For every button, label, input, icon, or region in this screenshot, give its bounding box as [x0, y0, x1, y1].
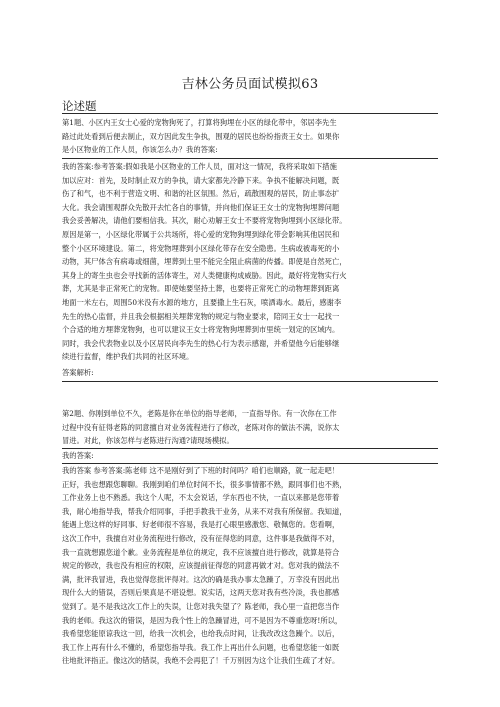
- answer-1-line: 我的答案:参考答案:假如我是小区物业的工作人员，面对这一情况，我将采取如下措施: [62, 162, 337, 171]
- question-2-my-answer-label: 我的答案:: [62, 451, 94, 460]
- answer-2-line: 我，耐心地指导我，帮我介绍同事，手把手教我干业务，从来不对我有所保留。我知道，: [62, 506, 347, 516]
- answer-2-line: 我的老师。我这次的错误，是因为我个性上的急躁冒进，可不是因为不尊重您呀!所以，: [62, 615, 343, 625]
- answer-1-line: 续进行监督，维护我们共同的社区环境。: [62, 352, 194, 362]
- question-1-divider: [62, 158, 438, 159]
- question-2-divider: [62, 448, 438, 449]
- answer-1-line: 先生的热心监督，并且我会根据相关埋葬宠物的规定与物业要求，陪同王女士一起找一: [62, 311, 340, 321]
- answer-1-line: 伤了和气，也不利于营造文明、和谐的社区氛围。然后，疏散围观的居民，防止事态扩: [62, 189, 340, 199]
- question-1-line: 路过此处看到后便去制止，双方因此发生争执，围观的居民也纷纷指责王女士。如果你: [62, 131, 340, 141]
- question-1-text: [62, 116, 438, 157]
- answer-2-line: 我希望您能原谅我这一回，给我一次机会，也给我点时间，让我改改这急躁个。以后，: [62, 629, 340, 639]
- answer-1-line: 原因是第一，小区绿化带属于公共场所，将心爱的宠物狗埋到绿化带会影响其他居民和: [62, 229, 340, 239]
- section-heading: 论述题: [62, 99, 97, 113]
- question-1-answer: [62, 160, 438, 364]
- answer-1-line: 其身上的寄生虫也会寻找新的活体寄生，对人类健康构成威胁。因此，最好将宠物实行火: [62, 270, 347, 280]
- question-2-text: [62, 407, 438, 448]
- answer-2-line: 满，批评我冒进，我也觉得您批评得对。这次的确是我办事太急躁了，万幸没有因此出: [62, 574, 340, 584]
- answer-2-line: 这次工作中，我擅自对业务流程进行修改，没有征得您的同意，这件事是我做得不对，: [62, 533, 340, 543]
- answer-1-line: 个合适的地方埋葬宠物狗，也可以建议王女士将宠物狗埋葬到市里统一划定的区域内。: [62, 325, 340, 335]
- answer-1-line: 大化。我会请围观群众先散开去忙各自的事情，并向他们保证王女士的宠物狗埋葬问题: [62, 202, 340, 212]
- question-2-line: 冒进。对此，你该怎样与老陈进行沟通?请现场模拟。: [62, 436, 234, 446]
- answer-1-line: 我会妥善解决，请他们要相信我。其次，耐心劝解王女士不要将宠物狗埋到小区绿化带。: [62, 216, 347, 226]
- section-divider: [62, 113, 438, 114]
- question-1-analysis-label: 答案解析:: [62, 368, 94, 377]
- answer-2-line: 能遇上您这样的好同事、好老师很不容易，我是打心眼里感激您、敬佩您的。您看啊，: [62, 520, 340, 530]
- answer-1-line: 加以应对：首先，及时制止双方的争执，请大家都先冷静下来。争执不能解决问题，既: [62, 175, 340, 185]
- answer-2-line: 工作业务上也不熟悉。我这个人呢，不太会说话，学东西也不快，一直以来都是您带着: [62, 493, 340, 503]
- answer-1-line: 动物，其尸体含有病毒或细菌，埋葬到土里不能完全阻止病菌的传播。即使是自然死亡，: [62, 257, 347, 267]
- question-1-line: 第1题、小区内王女士心爱的宠物狗死了，打算将狗埋在小区的绿化带中，邻居李先生: [62, 118, 337, 127]
- answer-1-line: 同时，我会代表物业以及小区居民向李先生的热心行为表示感谢，并希望他今后能够继: [62, 338, 340, 348]
- answer-2-line: 我工作上再有什么不懂的，希望您指导我。我工作上再出什么问题，也希望您能一如既: [62, 642, 340, 652]
- question-2-answer: [62, 464, 438, 668]
- answer-2-line: 往地批评指正。像这次的错误，我绝不会再犯了！千万别因为这个让我们生疏了才好。: [62, 656, 340, 666]
- answer-1-line: 葬，尤其是非正常死亡的宠物。即使她要坚持土葬，也要将正常死亡的动物埋葬到距离: [62, 284, 340, 294]
- answer-1-line: 地面一米左右，周围50米没有水源的地方，且要撒上生石灰，喷洒毒水。最后，感谢李: [62, 297, 342, 307]
- question-1-line: 是小区物业的工作人员，你该怎么办？我的答案:: [62, 145, 218, 155]
- answer-2-line: 正好，我也想跟您聊聊。我刚到咱们单位时间不长，很多事情都不熟，跟同事们也不熟，: [62, 479, 347, 489]
- answer-2-line: 我的答案 参考答案:陈老师 这不是刚好到了下班的时间吗？咱们也顺路，就一起走吧！: [62, 466, 340, 475]
- answer-2-line: 觉到了。是不是我这次工作上的失误，让您对我失望了？陈老师，我心里一直把您当作: [62, 601, 340, 611]
- answer-2-line: 现什么大的错误，否则后果真是不堪设想。说实话，这两天您对我有些冷淡，我也都感: [62, 588, 340, 598]
- question-2-line: 过程中没有征得老陈的同意擅自对业务流程进行了修改，老陈对你的做法不满，说你太: [62, 422, 340, 432]
- answer-1-line: 整个小区环境建设。第二，将宠物埋葬到小区绿化带存在安全隐患。生病或被毒死的小: [62, 243, 340, 253]
- page-title: 吉林公务员面试模拟63: [181, 77, 319, 92]
- question-2-line: 第2题、你刚到单位不久，老陈是你在单位的指导老师，一直指导你。有一次你在工作: [62, 409, 337, 418]
- question-1-analysis-divider: [62, 381, 438, 382]
- answer-2-line: 规定的修改，我也没有相应的权限，应该提前征得您的同意再做才对。您对我的做法不: [62, 561, 340, 571]
- answer-2-line: 我一直就想跟您道个歉。业务流程是单位的规定，我不应该擅自进行修改，就算是符合: [62, 547, 340, 557]
